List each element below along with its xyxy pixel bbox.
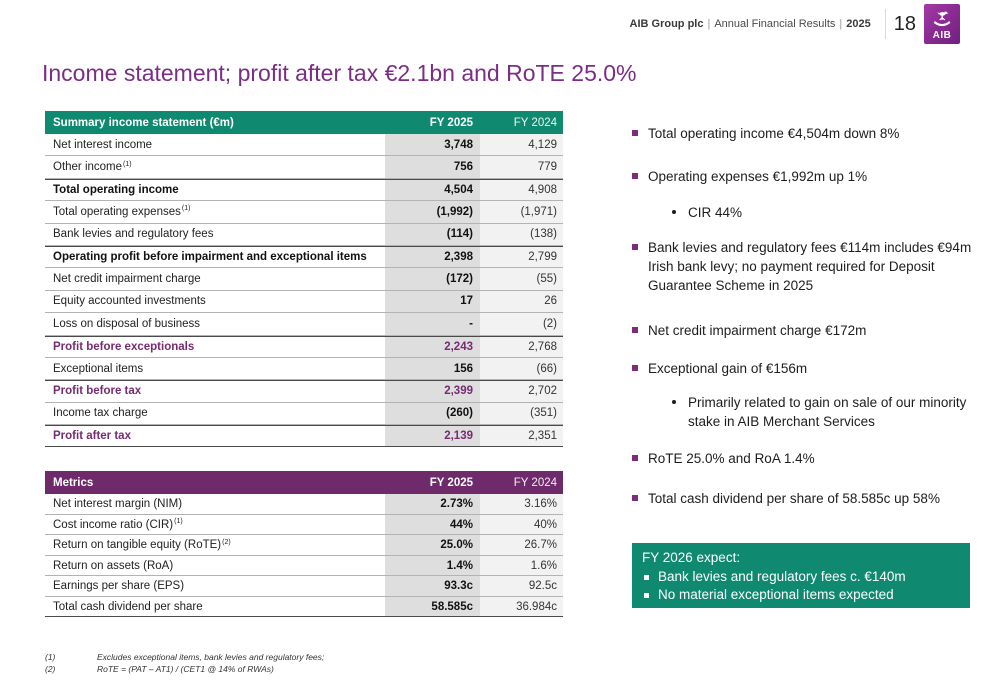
row-fy2025-value: (1,992) [385,201,480,222]
row-fy2025-value: 2,398 [385,247,480,267]
footnote-number: (2) [45,664,56,674]
table-row [45,556,563,577]
table-row [45,597,563,618]
row-label: Total operating income [53,183,179,196]
table-row [45,380,563,402]
row-fy2024-value: 40% [480,515,563,535]
table-row [45,336,563,358]
row-label: Total operating expenses $^{(1)}$ [53,205,191,218]
row-label: Operating profit before impairment and exceptional items [53,251,367,264]
bullet-marker-icon [672,400,676,404]
bullet-text: CIR 44% [688,205,743,220]
header-year: 2025 [846,18,871,30]
row-fy2025-value: 2,399 [385,381,480,401]
slide-header [630,0,1000,48]
income-table-body [45,134,563,447]
row-label: Exceptional items [53,362,144,375]
tables-column [45,111,563,617]
row-fy2025-value: 25.0% [385,535,480,555]
metrics-table [45,471,563,617]
row-fy2024-value: (66) [480,358,563,379]
table-row [45,134,563,156]
col-header-fy2024: FY 2024 [513,476,557,489]
col-header-fy2025: FY 2025 [429,476,473,489]
income-statement-table [45,111,563,447]
row-label: Net interest margin (NIM) [53,498,183,511]
bullet-item [632,489,977,508]
income-table-header [45,111,563,134]
bullet-text: RoTE 25.0% and RoA 1.4% [648,451,815,466]
row-label: Cost income ratio (CIR) $^{(1)}$ [53,518,183,531]
metrics-table-body [45,494,563,617]
table-row [45,268,563,290]
row-fy2024-value: 3.16% [480,494,563,514]
row-fy2025-value: 58.585c [385,597,480,617]
commentary-bullets [632,124,977,508]
expect-box-item [642,568,960,586]
header-brand: AIB Group plc [629,18,704,30]
table-row [45,576,563,597]
row-label: Loss on disposal of business [53,317,201,330]
row-fy2025-value: (172) [385,268,480,289]
row-fy2025-value: 17 [385,291,480,312]
row-fy2025-value: 756 [385,156,480,177]
bullet-text: Operating expenses €1,992m up 1% [648,169,868,184]
table-row [45,201,563,223]
bullet-item [632,393,977,431]
income-table-title: Summary income statement (€m) [53,116,234,129]
row-fy2024-value: (2) [480,313,563,334]
table-row [45,494,563,515]
row-fy2025-value: 2,139 [385,426,480,446]
bullet-item [632,124,977,143]
table-row [45,156,563,178]
row-fy2024-value: 4,908 [480,180,563,200]
bullet-item [632,203,977,222]
row-label: Profit before exceptionals [53,340,195,353]
bullet-text: Net credit impairment charge €172m [648,323,867,338]
row-fy2024-value: 26 [480,291,563,312]
row-label: Profit after tax [53,430,131,443]
bullet-text: Total cash dividend per share of 58.585c up 58% [648,491,940,506]
row-label: Return on assets (RoA) [53,559,174,572]
table-row [45,246,563,268]
table-row [45,291,563,313]
bullet-item [632,449,977,468]
row-fy2024-value: 2,351 [480,426,563,446]
table-row [45,313,563,335]
row-label: Net credit impairment charge [53,273,201,286]
footnote-number: (1) [45,652,56,662]
row-fy2025-value: 1.4% [385,556,480,576]
row-fy2025-value: 93.3c [385,576,480,596]
row-fy2024-value: (55) [480,268,563,289]
row-label: Bank levies and regulatory fees [53,228,214,241]
footnote-text: Excludes exceptional items, bank levies and regulatory fees; [97,652,325,662]
row-label: Other income $^{(1)}$ [53,160,132,174]
bullet-marker-icon [632,365,638,371]
row-fy2025-value: 44% [385,515,480,535]
row-fy2025-value: (114) [385,224,480,245]
row-fy2025-value: - [385,313,480,334]
bullet-square-icon [644,575,649,580]
row-fy2024-value: 1.6% [480,556,563,576]
row-label: Net interest income [53,138,153,151]
row-fy2024-value: 779 [480,156,563,177]
aib-logo [924,4,960,44]
row-fy2025-value: 3,748 [385,134,480,155]
row-fy2024-value: 26.7% [480,535,563,555]
bullet-marker-icon [632,327,638,333]
col-header-fy2025: FY 2025 [429,116,473,129]
row-fy2024-value: (1,971) [480,201,563,222]
row-fy2025-value: 2,243 [385,337,480,357]
bullet-text: Primarily related to gain on sale of our minority stake in AIB Merchant Services [688,395,967,429]
header-separator: | [707,18,711,30]
row-label: Earnings per share (EPS) [53,580,185,593]
row-label: Profit before tax [53,385,142,398]
table-row [45,403,563,425]
bullet-item [632,321,977,340]
row-fy2024-value: 2,768 [480,337,563,357]
table-row [45,535,563,556]
bullet-marker-icon [632,455,638,461]
page-number: 18 [893,12,916,35]
expect-item-text: No material exceptional items expected [658,587,894,602]
fy2026-expect-box [632,543,970,608]
logo-text: AIB [932,30,952,41]
row-label: Total cash dividend per share [53,600,203,613]
header-meta [630,18,871,30]
bullet-text: Exceptional gain of €156m [648,361,808,376]
row-fy2025-value: 156 [385,358,480,379]
bullet-item [632,359,977,378]
bullet-item [632,238,977,295]
footnote-line [45,651,324,663]
bullet-square-icon [644,593,649,598]
metrics-table-title: Metrics [53,476,94,489]
dove-ark-icon [931,9,953,31]
expect-box-item [642,586,960,604]
col-header-fy2024: FY 2024 [513,116,557,129]
row-fy2024-value: (138) [480,224,563,245]
header-separator: | [839,18,843,30]
table-row [45,224,563,246]
expect-item-text: Bank levies and regulatory fees c. €140m [658,569,906,584]
table-row [45,515,563,536]
row-label: Income tax charge [53,407,148,420]
row-fy2024-value: (351) [480,403,563,424]
table-row [45,425,563,447]
page-title: Income statement; profit after tax €2.1bn and RoTE 25.0% [42,60,637,86]
row-label: Return on tangible equity (RoTE) $^{(2)}$ [53,538,231,552]
row-fy2024-value: 92.5c [480,576,563,596]
bullet-marker-icon [632,130,638,136]
row-fy2024-value: 4,129 [480,134,563,155]
expect-box-items [642,568,960,604]
row-fy2024-value: 36.984c [480,597,563,617]
footnote-text: RoTE = (PAT – AT1) / (CET1 @ 14% of RWAs) [97,664,274,674]
row-fy2024-value: 2,799 [480,247,563,267]
metrics-table-header [45,471,563,494]
row-fy2025-value: 2.73% [385,494,480,514]
row-fy2025-value: (260) [385,403,480,424]
bullet-item [632,167,977,186]
row-label: Equity accounted investments [53,295,206,308]
expect-box-title: FY 2026 expect: [642,550,741,565]
header-divider [885,9,886,39]
footnotes [45,651,324,675]
table-row [45,358,563,380]
bullet-marker-icon [672,210,676,214]
bullet-text: Bank levies and regulatory fees €114m includes €94m Irish bank levy; no payment required for Deposit Guarantee Scheme in 2025 [648,240,972,293]
bullet-marker-icon [632,495,638,501]
row-fy2024-value: 2,702 [480,381,563,401]
bullet-marker-icon [632,244,638,250]
footnote-line [45,663,324,675]
bullet-marker-icon [632,173,638,179]
row-fy2025-value: 4,504 [385,180,480,200]
bullet-text: Total operating income €4,504m down 8% [648,126,900,141]
table-row [45,179,563,201]
header-subtitle: Annual Financial Results [714,18,836,30]
